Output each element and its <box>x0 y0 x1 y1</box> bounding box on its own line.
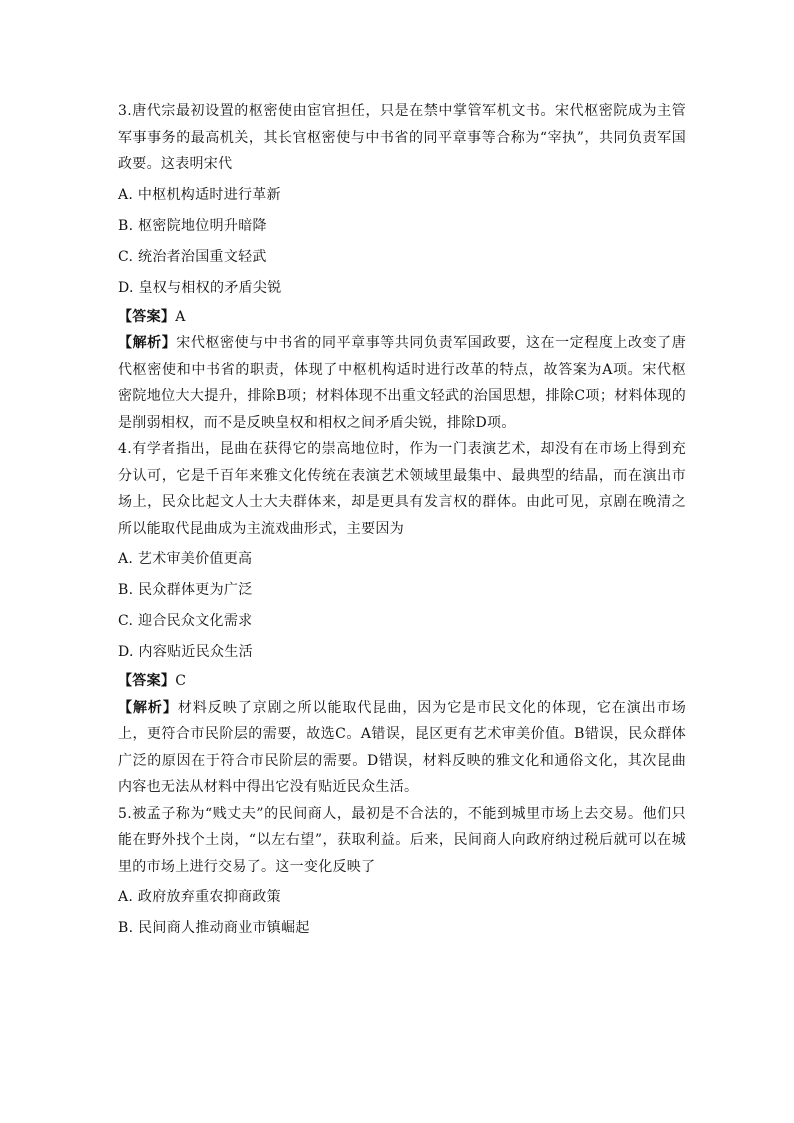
option-b: B. 民众群体更为广泛 <box>118 582 253 598</box>
analysis-text: 材料反映了京剧之所以能取代昆曲，因为它是市民文化的体现，它在演出市场上，更符合市民阶层的需要，故选C。A错误，昆区更有艺术审美价值。B错误，民众群体广泛的原因在于符合市民阶层的需要。D错误，材料反映的雅文化和通俗文化，其次昆曲内容也无法从材料中得出它没有贴近民众生活。 <box>118 699 686 795</box>
option-d: D. 皇权与相权的矛盾尖锐 <box>118 279 282 296</box>
question-3 <box>118 98 686 436</box>
option-c: C. 统治者治国重文轻武 <box>118 248 267 265</box>
option-a: A. 政府放弃重农抑商政策 <box>118 889 281 905</box>
document-page <box>118 98 686 944</box>
question-4 <box>118 436 686 801</box>
option-d: D. 内容贴近民众生活 <box>118 644 253 660</box>
analysis-paragraph <box>118 330 686 436</box>
question-5 <box>118 801 686 945</box>
answer-line <box>118 304 686 331</box>
answer-value: C <box>175 673 187 689</box>
question-stem: 5.被孟子称为“贱丈夫”的民间商人，最初是不合法的，不能到城里市场上去交易。他们只能在野外找个土岗，“以左右望”，获取利益。后来，民间商人向政府纳过税后就可以在城里的市场上进行交易了。这一变化反映了 <box>118 805 686 875</box>
question-stem: 3.唐代宗最初设置的枢密使由宦官担任，只是在禁中掌管军机文书。宋代枢密院成为主管军事事务的最高机关，其长官枢密使与中书省的同平章事等合称为“宰执”，共同负责军国政要。这表明宋代 <box>118 103 686 172</box>
analysis-tag: 【解析】 <box>118 699 178 716</box>
option-a: A. 中枢机构适时进行革新 <box>118 186 281 203</box>
question-stem: 4.有学者指出，昆曲在获得它的崇高地位时，作为一门表演艺术，却没有在市场上得到充分认可，它是千百年来雅文化传统在表演艺术领域里最集中、最典型的结晶，而在演出市场上，民众比起文人士大夫群体来，却是更具有发言权的群体。由此可见，京剧在晚清之所以能取代昆曲成为主流戏曲形式，主要因为 <box>118 441 686 537</box>
option-c: C. 迎合民众文化需求 <box>118 613 253 629</box>
answer-tag: 【答案】 <box>118 308 176 325</box>
analysis-text: 宋代枢密使与中书省的同平章事等共同负责军国政要，这在一定程度上改变了唐代枢密使和中书省的职责，体现了中枢机构适时进行改革的特点，故答案为A项。宋代枢密院地位大大提升，排除B项；材料体现不出重文轻武的治国思想，排除C项；材料体现的是削弱相权，而不是反映皇权和相权之间矛盾尖锐，排除D项。 <box>118 335 687 431</box>
option-b: B. 民间商人推动商业市镇崛起 <box>118 920 310 936</box>
answer-value: A <box>175 308 186 325</box>
answer-tag: 【答案】 <box>118 673 176 689</box>
answer-line <box>118 668 686 695</box>
analysis-paragraph <box>118 695 686 801</box>
option-a: A. 艺术审美价值更高 <box>118 551 253 567</box>
analysis-tag: 【解析】 <box>118 335 177 351</box>
option-b: B. 枢密院地位明升暗降 <box>118 217 267 234</box>
